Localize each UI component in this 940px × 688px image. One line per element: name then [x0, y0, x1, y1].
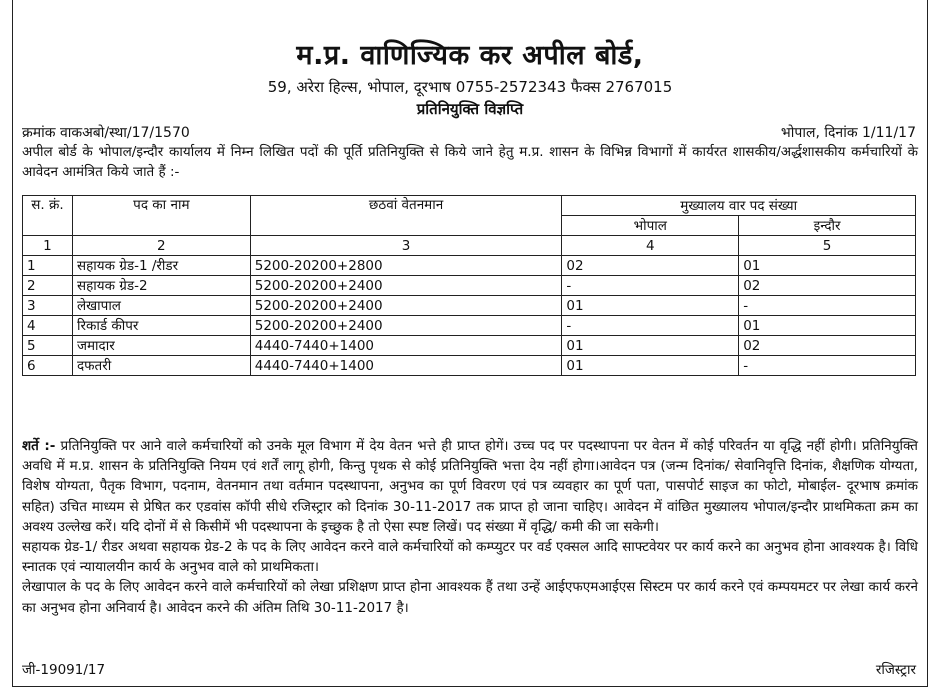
- intro-paragraph: अपील बोर्ड के भोपाल/इन्दौर कार्यालय में निम्न लिखित पदों की पूर्ति प्रतिनियुक्ति से किये जाने हेतु म.प्र. शासन के विभिन्न विभागों में कार्यरत शासकीय/अर्द्धशासकीय कर्मचारियों के आवेदन आमंत्रित किये जाते हैं :-: [22, 144, 918, 180]
- cell-bhopal: 01: [562, 336, 739, 356]
- column-number: 1: [23, 236, 73, 256]
- accountant-paragraph: लेखापाल के पद के लिए आवेदन करने वाले कर्मचारियों को लेखा प्रशिक्षण प्राप्त होना आवश्यक हैं तथा उन्हें आईएफएमआईएस सिस्टम पर कार्य करने एवं कम्पयमटर पर लेखा कार्य करने का अनुभव होना अनिवार्य है। आवेदन करने की अंतिम तिथि 30-11-2017 है।: [22, 579, 918, 616]
- notes-section: [22, 436, 918, 618]
- column-number-row: [23, 236, 916, 256]
- reference-number: क्रमांक वाकअबो/स्था/17/1570: [22, 125, 190, 141]
- table-row: [23, 336, 916, 356]
- cell-post: रिकार्ड कीपर: [72, 316, 250, 336]
- header-bhopal: भोपाल: [562, 216, 739, 236]
- column-number: 4: [562, 236, 739, 256]
- cell-bhopal: -: [562, 316, 739, 336]
- board-address: 59, अरेरा हिल्स, भोपाल, दूरभाष 0755-2572343 फैक्स 2767015: [267, 78, 673, 96]
- board-title: म.प्र. वाणिज्यिक कर अपील बोर्ड,: [296, 40, 644, 71]
- cell-bhopal: 02: [562, 256, 739, 276]
- cell-post: जमादार: [72, 336, 250, 356]
- cell-pay: 4440-7440+1400: [250, 336, 562, 356]
- cell-indore: 02: [739, 276, 916, 296]
- terms-text: प्रतिनियुक्ति पर आने वाले कर्मचारियों को उनके मूल विभाग में देय वेतन भत्ते ही प्राप्त होगें। उच्च पद पर पदस्थापना पर वेतन में कोई परिवर्तन या वृद्धि नहीं होगी। प्रतिनियुक्ति अवधि में म.प्र. शासन के प्रतिनियुक्ति नियम एवं शर्तें लागू होगी, किन्तु पृथक से कोई प्रतिनियुक्ति भत्ता देय नहीं होगा।आवेदन पत्र (जन्म दिनांक/ सेवानिवृत्ति दिनांक, शैक्षणिक योग्यता, विशेष योग्यता, पैतृक विभाग, पदनाम, वेतनमान तथा वर्तमान पदस्थापना, अनुभव का पूर्ण विवरण एवं पत्र व्यवहार का पूर्ण पता, पासपोर्ट साइज का फोटो, मोबाईल- दूरभाष क्रमांक सहित) उचित माध्यम से प्रेषित कर एडवांस कॉपी सीधे रजिस्ट्रार को दिनांक 30-11-2017 तक प्राप्त हो जाना चाहिए। आवेदन में वांछित मुख्यालय भोपाल/इन्दौर प्राथमिकता क्रम का अवश्य उल्लेख करें। यदि दोनों में से किसीमें भी पदस्थापना के इच्छुक है तो ऐसा स्पष्ट लिखें। पद संख्या में वृद्धि/ कमी की जा सकेगी।: [22, 438, 918, 535]
- cell-indore: 01: [739, 256, 916, 276]
- cell-post: सहायक ग्रेड-1 /रीडर: [72, 256, 250, 276]
- cell-pay: 5200-20200+2800: [250, 256, 562, 276]
- place-date: भोपाल, दिनांक 1/11/17: [780, 125, 916, 141]
- table-row: [23, 356, 916, 376]
- cell-pay: 5200-20200+2400: [250, 276, 562, 296]
- cell-sno: 3: [23, 296, 73, 316]
- table-header-row: [23, 196, 916, 216]
- cell-sno: 2: [23, 276, 73, 296]
- cell-indore: 02: [739, 336, 916, 356]
- assistant-grade-paragraph: सहायक ग्रेड-1/ रीडर अथवा सहायक ग्रेड-2 के पद के लिए आवेदन करने वाले कर्मचारियों को कम्प्युटर पर वर्ड एक्सल आदि साफ्टवेयर पर कार्य करने का अनुभव होना आवश्यक है। विधि स्नातक एवं न्यायालयीन कार्य के अनुभव वाले को प्राथमिकता।: [22, 539, 918, 576]
- cell-post: लेखापाल: [72, 296, 250, 316]
- cell-bhopal: 01: [562, 356, 739, 376]
- table-row: [23, 296, 916, 316]
- cell-indore: -: [739, 356, 916, 376]
- notice-subtitle: प्रतिनियुक्ति विज्ञप्ति: [416, 100, 524, 118]
- posts-table: [22, 195, 916, 376]
- header-indore: इन्दौर: [739, 216, 916, 236]
- cell-pay: 4440-7440+1400: [250, 356, 562, 376]
- cell-bhopal: -: [562, 276, 739, 296]
- terms-label: शर्ते :-: [22, 438, 56, 454]
- signatory: रजिस्ट्रार: [875, 662, 916, 678]
- column-number: 3: [250, 236, 562, 256]
- terms-paragraph: [22, 436, 918, 537]
- column-number: 2: [72, 236, 250, 256]
- cell-sno: 5: [23, 336, 73, 356]
- cell-post: दफतरी: [72, 356, 250, 376]
- cell-sno: 1: [23, 256, 73, 276]
- cell-indore: 01: [739, 316, 916, 336]
- cell-pay: 5200-20200+2400: [250, 316, 562, 336]
- table-row: [23, 276, 916, 296]
- header-sno: स. क्रं.: [23, 196, 73, 236]
- column-number: 5: [739, 236, 916, 256]
- header-post-name: पद का नाम: [72, 196, 250, 236]
- table-row: [23, 316, 916, 336]
- cell-pay: 5200-20200+2400: [250, 296, 562, 316]
- cell-sno: 4: [23, 316, 73, 336]
- cell-post: सहायक ग्रेड-2: [72, 276, 250, 296]
- header-hq-posts: मुख्यालय वार पद संख्या: [562, 196, 916, 216]
- table-row: [23, 256, 916, 276]
- header-pay-scale: छठवां वेतनमान: [250, 196, 562, 236]
- cell-sno: 6: [23, 356, 73, 376]
- cell-bhopal: 01: [562, 296, 739, 316]
- cell-indore: -: [739, 296, 916, 316]
- release-code: जी-19091/17: [22, 662, 106, 678]
